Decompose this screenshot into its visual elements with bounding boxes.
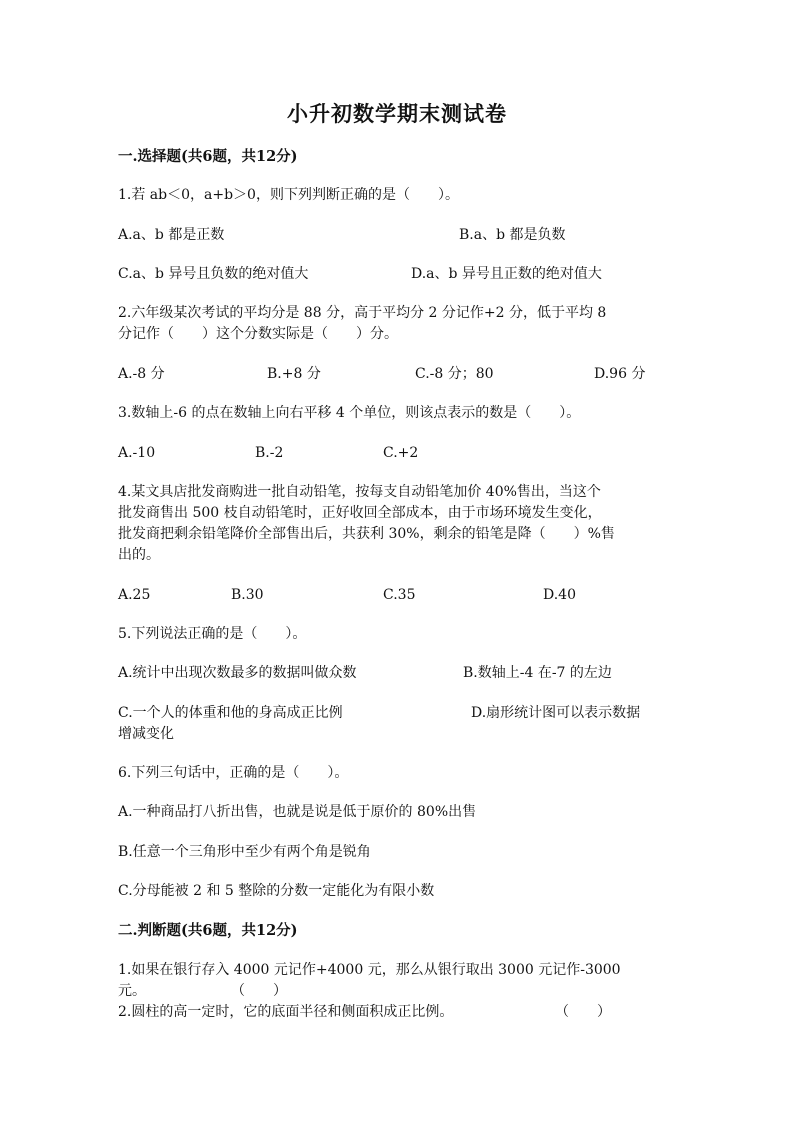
judgement-1-answer-paren: （ ）	[231, 983, 287, 999]
question-1-option-c: C.a、b 异号且负数的绝对值大	[118, 266, 309, 282]
page-title: 小升初数学期末测试卷	[287, 101, 507, 126]
judgement-2-answer-paren: （ ）	[555, 1004, 611, 1020]
question-4-stem-line4: 出的。	[118, 547, 160, 563]
question-2-stem-line2: 分记作（ ）这个分数实际是（ ）分。	[118, 326, 398, 342]
question-2-option-a: A.-8 分	[118, 366, 165, 382]
question-6-option-b: B.任意一个三角形中至少有两个角是锐角	[118, 844, 371, 860]
question-2-option-b: B.+8 分	[267, 366, 321, 382]
section-heading-judgement: 二.判断题(共6题，共12分)	[118, 922, 298, 939]
question-2-option-d: D.96 分	[594, 366, 646, 382]
question-1-option-d: D.a、b 异号且正数的绝对值大	[411, 266, 602, 282]
question-4-stem-line3: 批发商把剩余铅笔降价全部售出后，共获利 30%，剩余的铅笔是降（ ）%售	[118, 526, 615, 542]
question-6-stem: 6.下列三句话中，正确的是（ ）。	[118, 765, 349, 781]
question-4-stem-line1: 4.某文具店批发商购进一批自动铅笔，按每支自动铅笔加价 40%售出，当这个	[118, 484, 601, 500]
question-4-option-c: C.35	[383, 587, 416, 603]
judgement-1-line2: 元。	[118, 983, 146, 999]
question-5-option-a: A.统计中出现次数最多的数据叫做众数	[118, 665, 357, 681]
question-3-option-a: A.-10	[118, 445, 156, 461]
question-5-option-d-line2: 增减变化	[118, 726, 174, 742]
question-2-option-c: C.-8 分；80	[415, 366, 494, 382]
question-3-option-b: B.-2	[255, 445, 284, 461]
section-heading-choice: 一.选择题(共6题，共12分)	[118, 148, 298, 165]
question-6-option-c: C.分母能被 2 和 5 整除的分数一定能化为有限小数	[118, 883, 435, 899]
judgement-2-stem: 2.圆柱的高一定时，它的底面半径和侧面积成正比例。	[118, 1004, 454, 1020]
question-2-stem-line1: 2.六年级某次考试的平均分是 88 分，高于平均分 2 分记作+2 分，低于平均 8	[118, 305, 607, 321]
question-5-option-b: B.数轴上-4 在-7 的左边	[463, 665, 612, 681]
question-6-option-a: A.一种商品打八折出售，也就是说是低于原价的 80%出售	[118, 804, 477, 820]
question-5-option-d-line1: D.扇形统计图可以表示数据	[471, 705, 641, 721]
question-5-stem: 5.下列说法正确的是（ ）。	[118, 626, 307, 642]
question-4-option-a: A.25	[118, 587, 151, 603]
question-5-option-c: C.一个人的体重和他的身高成正比例	[118, 705, 343, 721]
question-3-option-c: C.+2	[383, 445, 419, 461]
question-1-stem: 1.若 ab＜0，a+b＞0，则下列判断正确的是（ ）。	[118, 187, 459, 203]
question-1-option-b: B.a、b 都是负数	[459, 227, 566, 243]
question-4-option-b: B.30	[231, 587, 264, 603]
question-3-stem: 3.数轴上-6 的点在数轴上向右平移 4 个单位，则该点表示的数是（ ）。	[118, 405, 581, 421]
question-1-option-a: A.a、b 都是正数	[118, 227, 225, 243]
judgement-1-line1: 1.如果在银行存入 4000 元记作+4000 元，那么从银行取出 3000 元记作-3000	[118, 962, 621, 978]
question-4-option-d: D.40	[543, 587, 576, 603]
question-4-stem-line2: 批发商售出 500 枝自动铅笔时，正好收回全部成本，由于市场环境发生变化，	[118, 505, 602, 521]
